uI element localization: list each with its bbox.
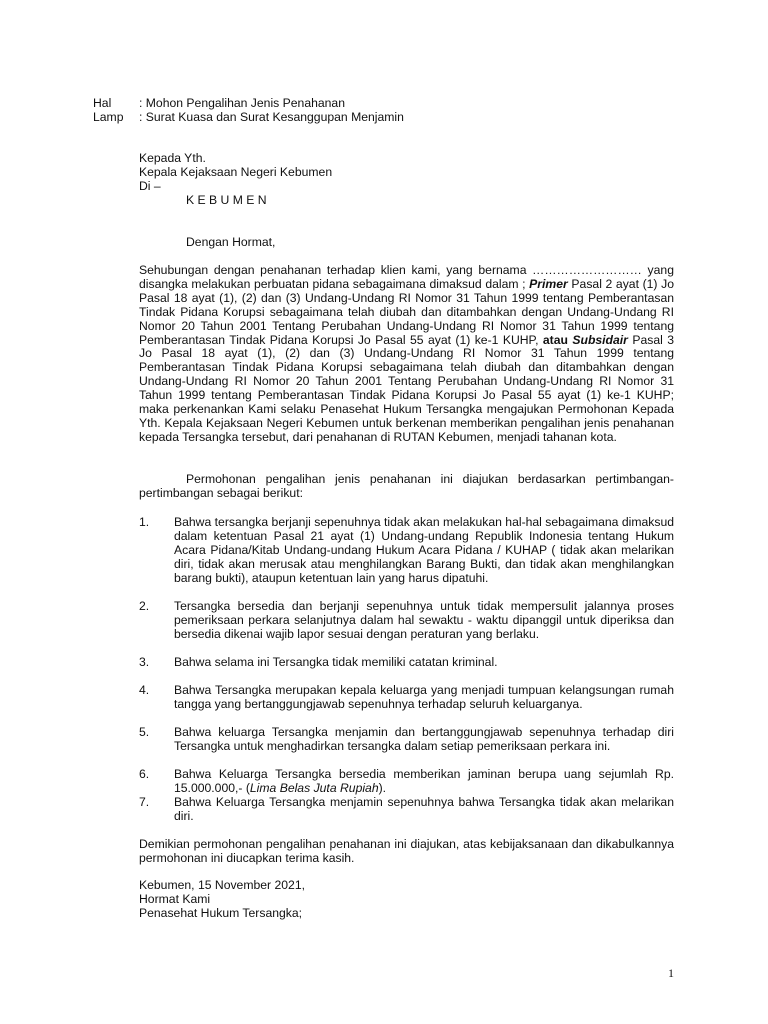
subject-key: Hal: [93, 96, 112, 110]
recipient-city: K E B U M E N: [186, 193, 267, 207]
closing-paragraph: Demikian permohonan pengalihan penahanan ini diajukan, atas kebijaksanaan dan dikabulkannya permohonan ini diucapkan terima kasih.: [139, 837, 674, 865]
body-p1-primer: Primer: [529, 276, 568, 291]
list-item-6-amount-words: Lima Belas Juta Rupiah: [249, 780, 379, 795]
signature-place-date: Kebumen, 15 November 2021,: [139, 878, 305, 892]
list-item-text: Bahwa tersangka berjanji sepenuhnya tidak akan melakukan hal-hal sebagaimana dimaksud dalam ketentuan Pasal 21 ayat (1) Undang-undang Republik Indonesia tentang Hukum Acara Pidana/Kitab Undang-undang Hukum Acara Pidana / KUHAP ( tidak akan melarikan diri, tidak akan merusak atau menghilangkan Barang Bukti, dan tidak akan menghilangkan barang bukti), ataupun ketentuan lain yang harus dipatuhi.: [174, 515, 675, 585]
body-paragraph-2: Permohonan pengalihan jenis penahanan ini diajukan berdasarkan pertimbangan-pertimbangan sebagai berikut:: [139, 472, 674, 500]
recipient-line-2: Kepala Kejaksaan Negeri Kebumen: [139, 165, 333, 179]
list-item-text: Tersangka bersedia dan berjanji sepenuhnya untuk tidak mempersulit jalannya proses pemeriksaan perkara selanjutnya dalam hal sewaktu - waktu dipanggil untuk diperiksa dan bersedia dikenai wajib lapor sesuai dengan peraturan yang berlaku.: [174, 599, 674, 641]
list-item-6-part-a: Bahwa Keluarga Tersangka bersedia memberikan jaminan berupa uang sejumlah Rp. 15.000.000,- (: [174, 767, 674, 795]
body-p1-part-b: Pasal 2 ayat (1) Jo Pasal 18 ayat (1), (2) dan (3) Undang-Undang RI Nomor 31 Tahun 1999 tentang Pemberantasan Tindak Pidana Korupsi sebagaimana telah diubah dan ditambahkan dengan Undang-Undang RI Nomor 20 Tahun 2001 Tentang Perubahan Undang-Undang RI Nomor 31 Tahun 1999 tentang Pemberantasan Tindak Pidana Korupsi Jo Pasal 55 ayat (1) ke-1 KUHP,: [139, 276, 674, 347]
body-p1-part-c: Pasal 3 Jo Pasal 18 ayat (1), (2) dan (3) Undang-Undang RI Nomor 31 Tahun 1999 tentang Pemberantasan Tindak Pidana Korupsi sebagaimana telah diubah dan ditambahkan dengan Undang-Undang RI Nomor 20 Tahun 2001 Tentang Perubahan Undang-Undang RI Nomor 31 Tahun 1999 tentang Pemberantasan Tindak Pidana Korupsi Jo Pasal 55 ayat (1) ke-1 KUHP; maka perkenankan Kami selaku Penasehat Hukum Tersangka mengajukan Permohonan Kepada Yth. Kepala Kejaksaan Negeri Kebumen untuk berkenan memberikan pengalihan jenis penahanan kepada Tersangka tersebut, dari penahanan di RUTAN Kebumen, menjadi tahanan kota.: [139, 332, 674, 444]
list-item-6-part-b: ).: [378, 780, 387, 795]
list-item-number: 7.: [139, 795, 150, 809]
body-paragraph-1: [139, 264, 674, 445]
attachment-value: : Surat Kuasa dan Surat Kesanggupan Menjamin: [139, 110, 404, 124]
signature-role: Penasehat Hukum Tersangka;: [139, 906, 303, 920]
list-item-number: 6.: [139, 767, 150, 781]
list-item-text: Bahwa selama ini Tersangka tidak memiliki catatan kriminal.: [174, 655, 498, 669]
body-p1-subsidair: Subsidair: [572, 332, 628, 347]
attachment-key: Lamp: [93, 110, 124, 124]
list-item-text: Bahwa Keluarga Tersangka menjamin sepenuhnya bahwa Tersangka tidak akan melarikan diri.: [174, 795, 674, 823]
salutation: Dengan Hormat,: [186, 235, 276, 249]
body-p1-atau: atau: [542, 332, 573, 347]
list-item-number: 4.: [139, 683, 150, 697]
attachment-line: [93, 111, 404, 125]
list-item-number: 2.: [139, 599, 150, 613]
body-p1-part-a: Sehubungan dengan penahanan terhadap klien kami, yang bernama ……………………… yang disangka melakukan perbuatan pidana sebagaimana dimaksud dalam ;: [139, 263, 674, 291]
signature-regards: Hormat Kami: [139, 892, 211, 906]
list-item-number: 5.: [139, 725, 150, 739]
page-number: 1: [668, 966, 674, 980]
list-item-text: Bahwa keluarga Tersangka menjamin dan bertanggungjawab sepenuhnya terhadap diri Tersangka untuk menghadirkan tersangka dalam setiap pemeriksaan perkara ini.: [174, 725, 674, 753]
recipient-line-1: Kepada Yth.: [139, 151, 206, 165]
list-item-number: 1.: [139, 515, 150, 529]
recipient-line-3: Di –: [139, 179, 161, 193]
subject-value: : Mohon Pengalihan Jenis Penahanan: [139, 96, 345, 110]
list-item-text: [174, 768, 674, 796]
list-item-text: Bahwa Tersangka merupakan kepala keluarga yang menjadi tumpuan kelangsungan rumah tangga yang bertanggungjawab sepenuhnya terhadap seluruh keluarganya.: [174, 683, 674, 711]
subject-line: [93, 97, 345, 111]
list-item-number: 3.: [139, 655, 150, 669]
